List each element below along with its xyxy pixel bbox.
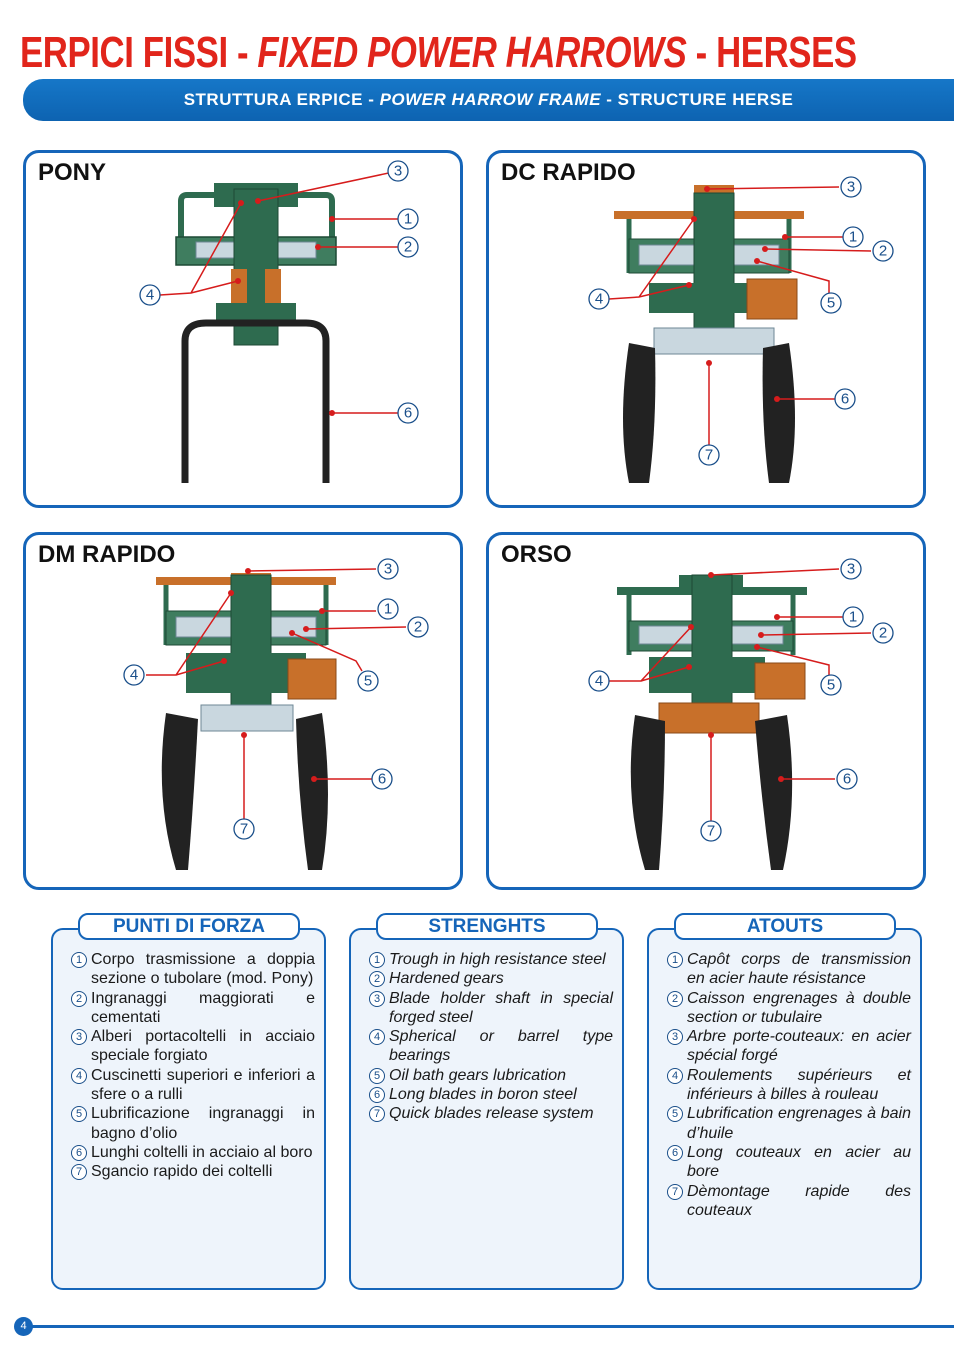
list-item: 6 Long couteaux en acier au bore <box>667 1143 911 1182</box>
list-item: 3 Blade holder shaft in special forged steel <box>369 989 613 1028</box>
orso-diagram <box>489 535 926 890</box>
number-badge: 7 <box>667 1184 683 1200</box>
list-item: 2 Hardened gears <box>369 969 613 988</box>
number-badge: 6 <box>667 1145 683 1161</box>
box-heading-punti-di-forza: PUNTI DI FORZA <box>78 913 300 940</box>
feature-list <box>71 950 315 1182</box>
number-badge: 7 <box>369 1106 385 1122</box>
callout-7: 7 <box>704 446 714 464</box>
list-item: 3 Arbre porte-couteaux: en acier spécial forgé <box>667 1027 911 1066</box>
number-badge: 6 <box>71 1145 87 1161</box>
number-badge: 5 <box>369 1068 385 1084</box>
callout-3: 3 <box>393 162 403 180</box>
box-atouts <box>647 928 922 1290</box>
panel-dc-rapido <box>486 150 926 508</box>
callout-4: 4 <box>594 672 604 690</box>
number-badge: 2 <box>667 991 683 1007</box>
panel-dm-rapido <box>23 532 463 890</box>
callout-2: 2 <box>403 238 413 256</box>
list-item: 1 Corpo trasmissione a doppia sezione o tubolare (mod. Pony) <box>71 950 315 989</box>
number-badge: 3 <box>71 1029 87 1045</box>
number-badge: 1 <box>71 952 87 968</box>
number-badge: 2 <box>71 991 87 1007</box>
number-badge: 4 <box>369 1029 385 1045</box>
box-strenghts <box>349 928 624 1290</box>
callout-6: 6 <box>403 404 413 422</box>
callout-1: 1 <box>383 600 393 618</box>
list-item: 1 Trough in high resistance steel <box>369 950 613 969</box>
callout-1: 1 <box>848 228 858 246</box>
number-badge: 4 <box>667 1068 683 1084</box>
callout-2: 2 <box>413 618 423 636</box>
list-item: 1 Capôt corps de transmission en acier haute résistance <box>667 950 911 989</box>
feature-list <box>369 950 613 1124</box>
callout-2: 2 <box>878 624 888 642</box>
section-banner: STRUTTURA ERPICE - POWER HARROW FRAME - STRUCTURE HERSE <box>23 79 954 121</box>
list-item: 5 Oil bath gears lubrication <box>369 1066 613 1085</box>
callout-4: 4 <box>594 290 604 308</box>
dc-rapido-diagram <box>489 153 926 508</box>
list-item: 7 Sgancio rapido dei coltelli <box>71 1162 315 1181</box>
pony-diagram <box>26 153 463 508</box>
number-badge: 4 <box>71 1068 87 1084</box>
list-item: 7 Dèmontage rapide des couteaux <box>667 1182 911 1221</box>
callout-5: 5 <box>826 294 836 312</box>
callout-1: 1 <box>848 608 858 626</box>
box-punti-di-forza <box>51 928 326 1290</box>
callout-3: 3 <box>846 560 856 578</box>
number-badge: 1 <box>369 952 385 968</box>
callout-6: 6 <box>840 390 850 408</box>
list-item: 4 Spherical or barrel type bearings <box>369 1027 613 1066</box>
list-item: 6 Long blades in boron steel <box>369 1085 613 1104</box>
list-item: 3 Alberi portacoltelli in acciaio speciale forgiato <box>71 1027 315 1066</box>
list-item: 7 Quick blades release system <box>369 1104 613 1123</box>
number-badge: 2 <box>369 971 385 987</box>
callout-7: 7 <box>239 820 249 838</box>
callout-7: 7 <box>706 822 716 840</box>
number-badge: 5 <box>667 1106 683 1122</box>
callout-2: 2 <box>878 242 888 260</box>
page-title: ERPICI FISSI - FIXED POWER HARROWS - HERSES <box>20 28 857 77</box>
panel-pony <box>23 150 463 508</box>
list-item: 2 Caisson engrenages à double section or tubulaire <box>667 989 911 1028</box>
panel-title: ORSO <box>501 541 572 568</box>
number-badge: 3 <box>667 1029 683 1045</box>
feature-list <box>667 950 911 1220</box>
list-item: 4 Roulements supérieurs et inférieurs à billes à rouleau <box>667 1066 911 1105</box>
list-item: 5 Lubrificazione ingranaggi in bagno d’olio <box>71 1104 315 1143</box>
number-badge: 7 <box>71 1164 87 1180</box>
callout-3: 3 <box>383 560 393 578</box>
callout-4: 4 <box>129 666 139 684</box>
list-item: 2 Ingranaggi maggiorati e cementati <box>71 989 315 1028</box>
list-item: 6 Lunghi coltelli in acciaio al boro <box>71 1143 315 1162</box>
callout-5: 5 <box>363 672 373 690</box>
number-badge: 3 <box>369 991 385 1007</box>
box-heading-atouts: ATOUTS <box>674 913 896 940</box>
number-badge: 6 <box>369 1087 385 1103</box>
list-item: 4 Cuscinetti superiori e inferiori a sfere o a rulli <box>71 1066 315 1105</box>
page-number: 4 <box>14 1317 33 1336</box>
panel-title: DM RAPIDO <box>38 541 176 568</box>
panel-orso <box>486 532 926 890</box>
callout-6: 6 <box>842 770 852 788</box>
footer-rule <box>32 1325 954 1328</box>
callout-3: 3 <box>846 178 856 196</box>
dm-rapido-diagram <box>26 535 463 890</box>
callout-5: 5 <box>826 676 836 694</box>
callout-1: 1 <box>403 210 413 228</box>
number-badge: 1 <box>667 952 683 968</box>
callout-6: 6 <box>377 770 387 788</box>
box-heading-strenghts: STRENGHTS <box>376 913 598 940</box>
number-badge: 5 <box>71 1106 87 1122</box>
panel-title: DC RAPIDO <box>501 159 636 186</box>
panel-title: PONY <box>38 159 107 186</box>
callout-4: 4 <box>145 286 155 304</box>
list-item: 5 Lubrification engrenages à bain d’huile <box>667 1104 911 1143</box>
